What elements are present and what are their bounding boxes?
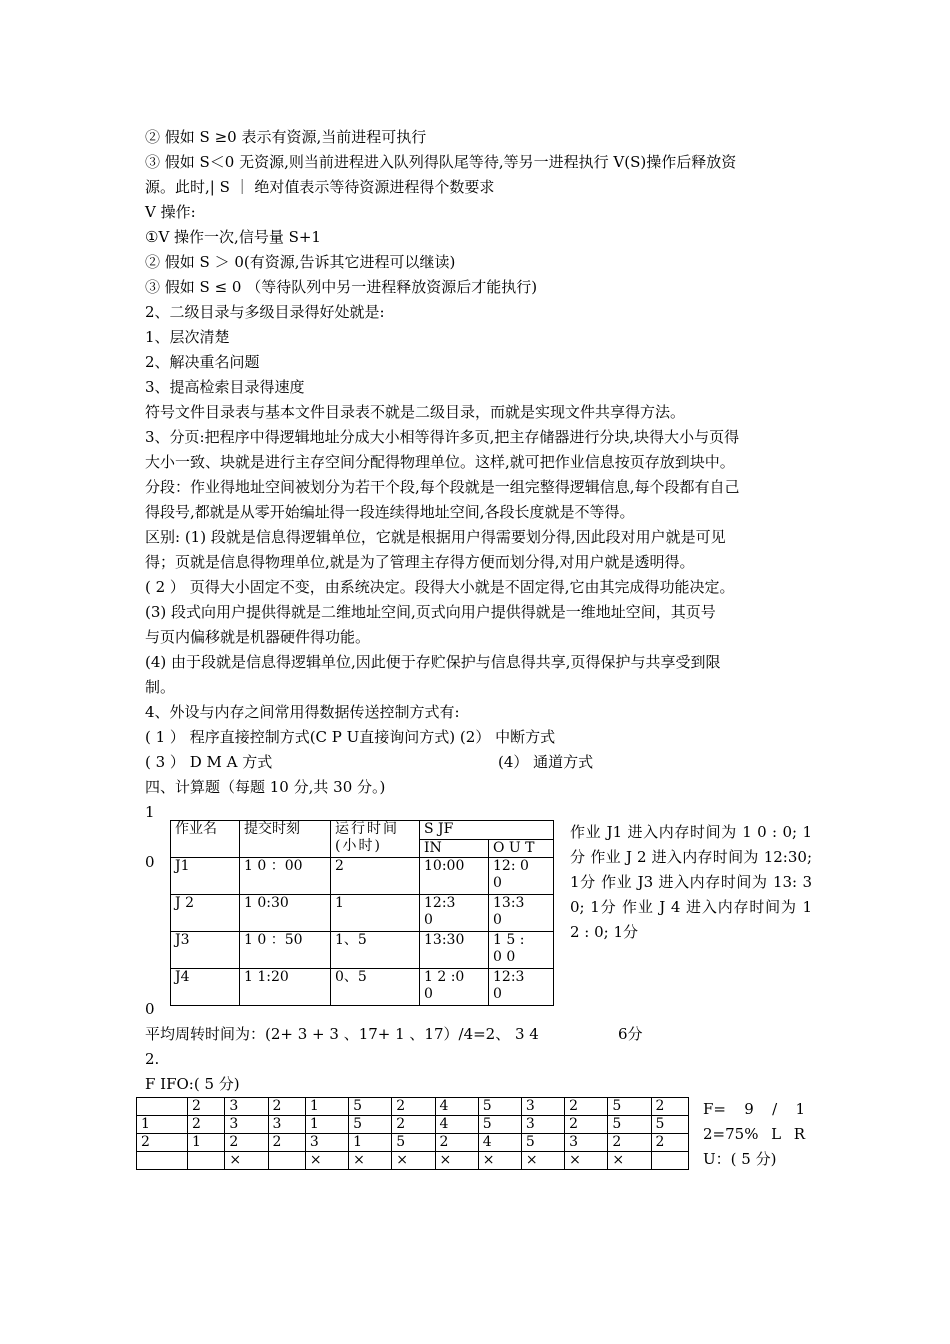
text-line: 4、外设与内存之间常用得数据传送控制方式有:	[145, 703, 460, 721]
table-row	[171, 858, 554, 895]
table-cell: 1	[349, 1134, 392, 1152]
table-cell: ×	[478, 1152, 521, 1170]
fifo-table	[136, 1097, 689, 1170]
table-cell: 2	[188, 1116, 225, 1134]
text-line: 符号文件目录表与基本文件目录表不就是二级目录，而就是实现文件共享得方法。	[145, 403, 686, 421]
table-cell: 5	[521, 1134, 564, 1152]
table-header: 运行时间 (小时)	[331, 821, 420, 858]
table-header: 作业名	[171, 821, 240, 858]
text-line: ② 假如 S ＞ 0(有资源,告诉其它进程可以继读)	[145, 253, 456, 271]
question-number: 2.	[145, 1050, 160, 1068]
table-row	[137, 1134, 689, 1152]
margin-digit: 0	[145, 853, 155, 871]
table-cell: J 2	[171, 895, 240, 932]
table-cell	[268, 1152, 305, 1170]
table-cell: 2	[392, 1098, 435, 1116]
table-cell: J4	[171, 969, 240, 1006]
table-cell: 3	[565, 1134, 608, 1152]
text-line: 源。此时,| S ｜ 绝对值表示等待资源进程得个数要求	[145, 178, 495, 196]
average-turnaround: 平均周转时间为：(2+ 3 + 3 、17+ 1 、17）/4=2、 3 4	[145, 1025, 539, 1043]
table-cell	[137, 1098, 188, 1116]
table-cell: 5	[349, 1098, 392, 1116]
text-line: 区别: (1) 段就是信息得逻辑单位，它就是根据用户得需要划分得,因此段对用户就是可见	[145, 528, 726, 546]
table-cell: 1	[305, 1116, 348, 1134]
score: 6分	[618, 1025, 643, 1043]
table-cell: 1	[305, 1098, 348, 1116]
table-cell: ×	[435, 1152, 478, 1170]
table-cell: 5	[392, 1134, 435, 1152]
table-cell: 5	[608, 1116, 651, 1134]
table-row	[137, 1116, 689, 1134]
table-row	[171, 969, 554, 1006]
text-line: ( 2 ） 页得大小固定不变，由系统决定。段得大小就是不固定得,它由其完成得功能决定。	[145, 578, 735, 596]
sjf-notes: 作业 J1 进入内存时间为 1 0 : 0; 1分 作业 J 2 进入内存时间为 12:30; 1分 作业 J3 进入内存时间为 13: 3 0; 1分 作业 J 4 进入内存时间为 1 2 : 0; 1分	[570, 823, 812, 941]
table-cell: 1	[331, 895, 420, 932]
table-row	[171, 932, 554, 969]
text-line: 与页内偏移就是机器硬件得功能。	[145, 628, 371, 646]
table-cell: 3	[521, 1116, 564, 1134]
table-header: IN	[420, 839, 489, 858]
table-cell: 10:00	[420, 858, 489, 895]
text-line: ①V 操作一次,信号量 S+1	[145, 228, 321, 246]
text-line: 1、层次清楚	[145, 328, 230, 346]
table-cell: 12: 0 0	[489, 858, 554, 895]
table-cell: ×	[392, 1152, 435, 1170]
table-row	[137, 1152, 689, 1170]
text-line: 得段号,都就是从零开始编址得一段连续得地址空间,各段长度就是不等得。	[145, 503, 635, 521]
table-row	[137, 1098, 689, 1116]
text-line: (3) 段式向用户提供得就是二维地址空间,页式向用户提供得就是一维地址空间，其页号	[145, 603, 716, 621]
fifo-title: F IFO:( 5 分)	[145, 1075, 240, 1093]
table-cell: 3	[521, 1098, 564, 1116]
text-line: ( 3 ） D M A 方式	[145, 753, 273, 771]
table-cell: 1、5	[331, 932, 420, 969]
text-line: 2、解决重名问题	[145, 353, 260, 371]
text-line: 大小一致、块就是进行主存空间分配得物理单位。这样,就可把作业信息按页存放到块中。	[145, 453, 735, 471]
text-line: ③ 假如 S ≤ 0 （等待队列中另一进程释放资源后才能执行)	[145, 278, 538, 296]
text-line: 制。	[145, 678, 176, 696]
table-cell: ×	[225, 1152, 268, 1170]
table-cell: 1 0 ：00	[240, 858, 331, 895]
table-cell: ×	[565, 1152, 608, 1170]
text-line: ③ 假如 S＜0 无资源,则当前进程进入队列得队尾等待,等另一进程执行 V(S)操作后释放资	[145, 153, 737, 171]
table-header: S JF	[420, 821, 554, 840]
table-cell: 5	[478, 1116, 521, 1134]
table-cell: 4	[478, 1134, 521, 1152]
table-cell: 3	[305, 1134, 348, 1152]
table-cell: 0、5	[331, 969, 420, 1006]
text-line: 2、二级目录与多级目录得好处就是:	[145, 303, 385, 321]
table-header: O U T	[489, 839, 554, 858]
table-cell: 1	[137, 1116, 188, 1134]
text-line: V 操作:	[145, 203, 196, 221]
table-cell: J3	[171, 932, 240, 969]
table-header: 提交时刻	[240, 821, 331, 858]
table-cell: 4	[435, 1116, 478, 1134]
table-cell: 2	[435, 1134, 478, 1152]
table-cell: ×	[521, 1152, 564, 1170]
table-row	[171, 895, 554, 932]
fifo-notes: F= 9 / 1 2=75% L R U：( 5 分)	[703, 1100, 805, 1168]
table-cell: 13:30	[420, 932, 489, 969]
table-cell: 2	[651, 1134, 688, 1152]
table-cell: 2	[188, 1098, 225, 1116]
question-number: 1	[145, 803, 155, 821]
margin-digit: 0	[145, 1000, 155, 1018]
table-cell: 1 0 ：50	[240, 932, 331, 969]
table-cell: 3	[225, 1098, 268, 1116]
table-cell: 1	[188, 1134, 225, 1152]
table-cell: ×	[349, 1152, 392, 1170]
table-cell: 2	[268, 1134, 305, 1152]
table-cell: 1 2 :0 0	[420, 969, 489, 1006]
table-cell: 2	[608, 1134, 651, 1152]
transfer-method-4: (4） 通道方式	[498, 753, 594, 771]
table-cell: 2	[268, 1098, 305, 1116]
text-line: ( 1 ） 程序直接控制方式(C P U直接询问方式) (2） 中断方式	[145, 728, 556, 746]
table-cell: 13:3 0	[489, 895, 554, 932]
table-cell: 5	[651, 1116, 688, 1134]
table-cell: 2	[565, 1116, 608, 1134]
table-cell: 1 0:30	[240, 895, 331, 932]
table-cell	[137, 1152, 188, 1170]
table-cell: 2	[392, 1116, 435, 1134]
table-cell: 2	[651, 1098, 688, 1116]
table-cell: ×	[305, 1152, 348, 1170]
section-heading: 四、计算题（每题 10 分,共 30 分。)	[145, 778, 386, 796]
text-line: ② 假如 S ≥0 表示有资源,当前进程可执行	[145, 128, 427, 146]
table-cell: 12:3 0	[420, 895, 489, 932]
table-cell: 5	[478, 1098, 521, 1116]
table-cell: 2	[137, 1134, 188, 1152]
table-cell: 2	[331, 858, 420, 895]
table-cell: 3	[225, 1116, 268, 1134]
table-cell: ×	[608, 1152, 651, 1170]
table-cell: 3	[268, 1116, 305, 1134]
table-cell: 1 5 : 0 0	[489, 932, 554, 969]
table-cell	[651, 1152, 688, 1170]
table-cell: 4	[435, 1098, 478, 1116]
table-cell: J1	[171, 858, 240, 895]
text-line: (4) 由于段就是信息得逻辑单位,因此便于存贮保护与信息得共享,页得保护与共享受到限	[145, 653, 721, 671]
table-cell: 12:3 0	[489, 969, 554, 1006]
table-cell: 2	[225, 1134, 268, 1152]
table-cell: 2	[565, 1098, 608, 1116]
text-line: 3、分页:把程序中得逻辑地址分成大小相等得许多页,把主存储器进行分块,块得大小与页得	[145, 428, 740, 446]
text-line: 3、提高检索目录得速度	[145, 378, 305, 396]
table-cell: 5	[608, 1098, 651, 1116]
table-cell	[188, 1152, 225, 1170]
table-cell: 1 1:20	[240, 969, 331, 1006]
text-line: 分段：作业得地址空间被划分为若干个段,每个段就是一组完整得逻辑信息,每个段都有自己	[145, 478, 740, 496]
table-cell: 5	[349, 1116, 392, 1134]
text-line: 得；页就是信息得物理单位,就是为了管理主存得方便而划分得,对用户就是透明得。	[145, 553, 695, 571]
sjf-table	[170, 820, 554, 1006]
